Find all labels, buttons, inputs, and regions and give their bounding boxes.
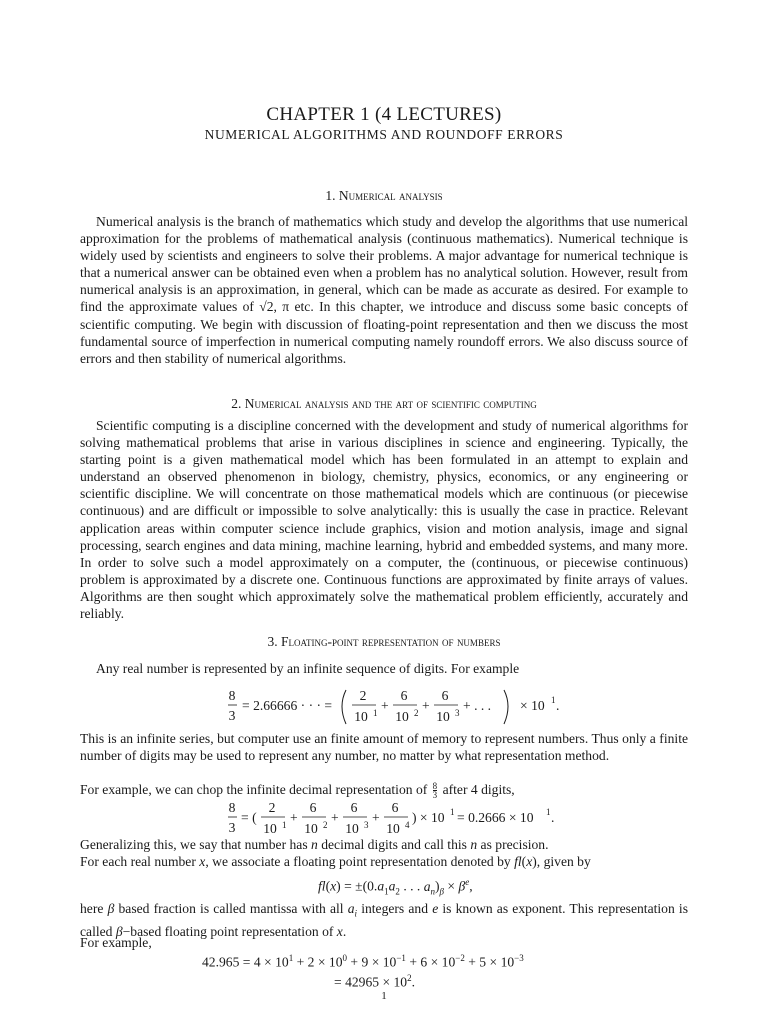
eq2-num-3: 6 — [350, 800, 358, 815]
eq4-lhs: 42.965 = 4 × 10 — [202, 954, 289, 970]
page-number: 1 — [381, 990, 387, 1002]
eq1-tail: + . . . — [463, 698, 492, 713]
inline-fraction-num: 8 — [432, 781, 438, 791]
equation-4-line-1: $42.965 = 4 \times 10^1 + 2 \times 10^0 + 9 \times 10^{-1} + 6 \times 10^{-2} + 5 \times 10^{-3}$ — [202, 953, 524, 970]
chapter-subtitle: NUMERICAL ALGORITHMS AND ROUNDOFF ERRORS — [204, 127, 564, 142]
equation-1 — [228, 686, 648, 734]
eq2-num-4: 6 — [391, 800, 399, 815]
eq2-exp-4: 4 — [405, 820, 410, 830]
section-1-heading: 1. Numerical analysis — [325, 188, 443, 203]
eq1-den-2: 10 — [395, 709, 409, 724]
svg-text:1: 1 — [546, 807, 551, 817]
eq2-lhs-den: 3 — [228, 820, 236, 835]
svg-text:+: + — [422, 698, 430, 713]
fl-line: For each real number x, we associate a floating point representation denoted by fl(x), given by — [80, 854, 591, 869]
svg-text:+: + — [381, 698, 389, 713]
eq1-num-3: 6 — [441, 688, 449, 703]
inline-fraction-den: 3 — [432, 790, 438, 800]
svg-text:+: + — [372, 810, 380, 825]
section-1-paragraph: Numerical analysis is the branch of mathematics which study and develop the algorithms that use numerical approximation for the problems of mathematical analysis (continuous mathematics). Numerical technique is widely used by scientists and engineers to solve their problems. A major advantage for numerical technique is that a numerical answer can be obtained even when a problem has no analytical solution. However, result from numerical analysis is an approximation, in general, which can be made as accurate as desired. For example to find the approximate values of √2, π etc. In this chapter, we introduce and discuss some basic concepts of scientific computing. We begin with discussion of floating-point representation and then we discuss the most fundamental source of imperfection in numerical computing namely roundoff errors. We also discuss source of errors and then stability of numerical algorithms. — [80, 214, 688, 366]
eq1-value: = 2.66666 · · · = — [242, 698, 333, 713]
svg-text:+: + — [331, 810, 339, 825]
eq2-exp-3: 3 — [364, 820, 369, 830]
chop-line — [80, 781, 688, 799]
svg-text:1: 1 — [450, 807, 455, 817]
svg-text:10: 10 — [345, 821, 359, 836]
svg-text:.: . — [556, 698, 560, 713]
chop-line-a: For example, we can chop the infinite decimal representation of — [80, 782, 428, 797]
eq4-line-2: = 42965 × 10 — [334, 974, 408, 990]
eq1-lhs-den: 3 — [228, 708, 236, 723]
generalize-line: Generalizing this, we say that number has n decimal digits and call this n as precision. — [80, 837, 549, 852]
section-3-after-eq1: This is an infinite series, but computer use an finite amount of memory to represent numbers. Thus only a finite number of digits may be used to represent any number, no matter by what representation method. — [80, 731, 688, 764]
svg-text:.: . — [551, 810, 555, 825]
eq1-num-1: 2 — [359, 688, 367, 703]
eq2-result: = 0.2666 × 10 — [457, 810, 534, 825]
chapter-title: CHAPTER 1 (4 LECTURES) — [266, 104, 502, 125]
inline-fraction-8-3 — [433, 782, 438, 799]
svg-text:10: 10 — [263, 821, 277, 836]
chop-line-b: after 4 digits, — [442, 782, 515, 797]
mantissa-paragraph: here β based fraction is called mantissa with all $a_i$ integers and e is known as exponent. This representation is called β−based floating point representation of x. — [80, 901, 688, 939]
eq1-times: × 10 — [520, 698, 545, 713]
eq1-exp-2: 2 — [414, 708, 419, 718]
svg-text:) × 10: ) × 10 — [412, 810, 445, 825]
section-2-paragraph: Scientific computing is a discipline concerned with the development and study of numerical algorithms for solving mathematical problems that arise in various disciplines in science and engineering. Typically, the starting point is a given mathematical model which has been formulated in an attempt to explain and understand an observed phenomenon in biology, chemistry, physics, economics, or any engineering or scientific discipline. We will concentrate on those mathematical models which are continuous (or piecewise continuous) and are difficult or impossible to solve analytically: this is usually the case in practice. Relevant application areas within computer science include graphics, vision and motion analysis, image and signal processing, search engines and data mining, machine learning, hybrid and embedded systems, and many more. In order to solve such a model approximately on a computer, the (continuous, or piecewise continuous) problem is approximated by a discrete one. Continuous functions are approximated by finite arrays of values. Algorithms are then sought which approximately solve the mathematical problem efficiently, accurately and reliably. — [80, 418, 688, 622]
eq1-exp-1: 1 — [373, 708, 378, 718]
eq1-den-3: 10 — [436, 709, 450, 724]
for-example-line: For example, — [80, 935, 152, 950]
eq1-lhs-num: 8 — [228, 688, 236, 703]
equation-1-graphic — [228, 686, 648, 730]
equation-2-graphic — [228, 798, 588, 840]
equation-4-line-2: = $42965 \times 10^2$. — [334, 973, 416, 990]
eq2-exp-1: 1 — [282, 820, 287, 830]
svg-text:+: + — [290, 810, 298, 825]
svg-text:= (: = ( — [241, 810, 257, 825]
section-2-heading: 2. Numerical analysis and the art of scientific computing — [231, 396, 537, 411]
eq1-times-exp: 1 — [551, 695, 556, 705]
eq2-num-2: 6 — [309, 800, 317, 815]
eq1-exp-3: 3 — [455, 708, 460, 718]
eq2-lhs-num: 8 — [228, 800, 236, 815]
section-3-heading: 3. Floating-point representation of numbers — [267, 634, 501, 649]
svg-text:10: 10 — [304, 821, 318, 836]
eq1-den-1: 10 — [354, 709, 368, 724]
eq2-num-1: 2 — [268, 800, 276, 815]
eq2-exp-2: 2 — [323, 820, 328, 830]
eq1-num-2: 6 — [400, 688, 408, 703]
svg-text:10: 10 — [386, 821, 400, 836]
section-3-intro: Any real number is represented by an infinite sequence of digits. For example — [96, 661, 520, 676]
equation-3: $fl(x) = \pm(0.a_1a_2$ . . . $a_n)_\beta \times \beta^e$, — [318, 877, 473, 897]
